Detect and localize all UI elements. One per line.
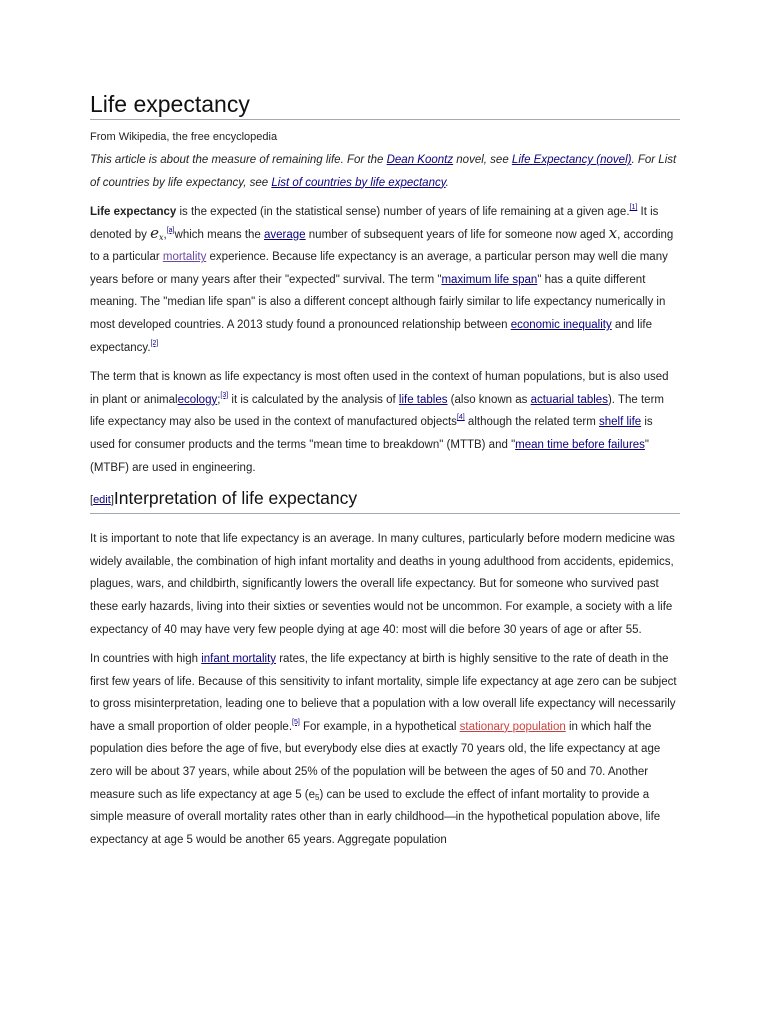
page-title: Life expectancy [90,90,680,120]
paragraph-text: although the related term [464,416,599,429]
subscript-5: 5 [315,792,320,802]
paragraph-text: is used for consumer products and the terms "mean time to breakdown" (MTTB) and " [90,416,653,451]
hatnote [90,149,680,194]
reference-3[interactable]: [3] [220,391,229,399]
paragraph-text: , according to a particular [90,228,674,264]
paragraph-text: rates, the life expectancy at birth is highly sensitive to the rate of death in the first few years of life. Because of this sensitivity to infant mortality, simple life expectancy at age zero can be subject to gross misinterpretation, leading one to believe that a population with a low overall life expectancy will necessarily have a small proportion of older people. [90,653,677,733]
paragraph-text: which means the [174,228,265,241]
reference-2[interactable]: [2] [150,339,159,347]
hatnote-text: . For List of countries by life expectancy, see [90,154,677,189]
paragraph-text: number of subsequent years of life for someone now aged [305,228,609,241]
paragraph-text: In countries with high [90,653,202,666]
reference-5[interactable]: [5] [292,718,300,726]
paragraph-infant-mortality [90,648,680,851]
paragraph-text: and life expectancy. [90,318,652,354]
link-dean-koontz[interactable]: Dean Koontz [386,154,454,166]
note-a[interactable]: [a] [166,226,175,234]
paragraph-text: experience. Because life expectancy is an average, a particular person may well die many years before or many years after their "expected" survival. The term " [90,251,668,286]
bold-term: Life expectancy [90,206,177,218]
paragraph-text: , [163,228,167,241]
link-stationary-population[interactable]: stationary population [459,720,566,733]
reference-1[interactable]: [1] [629,204,638,211]
link-life-expectancy-novel[interactable]: Life Expectancy (novel) [511,154,632,166]
paragraph-intro [90,201,680,359]
section-heading: [edit]Interpretation of life expectancy [90,487,680,514]
paragraph-text: For example, in a hypothetical [299,720,460,733]
paragraph-text: The term that is known as life expectancy is most often used in the context of human populations, but is also used in plant or animal [90,371,669,406]
paragraph-text: ) can be used to exclude the effect of infant mortality to provide a simple measure of overall mortality rates other than in early childhood—in the hypothetical population above, life expectancy at age 5 would be another 65 years. Aggregate population [90,788,661,846]
link-economic-inequality[interactable]: economic inequality [510,318,612,331]
paragraph-text: (also known as [447,393,531,406]
reference-4[interactable]: [4] [456,414,465,422]
hatnote-text: . [445,176,449,189]
link-life-tables[interactable]: life tables [398,393,448,406]
paragraph-text: it is calculated by the analysis of [228,393,399,406]
paragraph-text: ; [217,393,221,406]
paragraph-text: It is denoted by [90,206,659,241]
link-average[interactable]: average [264,228,306,241]
section-title: Interpretation of life expectancy [113,488,358,509]
link-mortality[interactable]: mortality [162,251,207,264]
site-subtitle: From Wikipedia, the free encyclopedia [90,131,278,143]
paragraph-text: " has a quite different meaning. The "median life span" is also a different concept although fairly similar to life expectancy numerically in most developed countries. A 2013 study found a pronounced relationship between [90,273,666,331]
math-e-x: $e_x$ [150,223,164,242]
math-x: x [608,223,618,242]
link-ecology[interactable]: ecology [177,393,218,406]
link-actuarial-tables[interactable]: actuarial tables [530,393,608,406]
paragraph-interpretation: It is important to note that life expectancy is an average. In many cultures, particularly before modern medicine was widely available, the combination of high infant mortality and deaths in young adulthood from accidents, epidemics, plagues, wars, and childbirth, significantly lowers the overall life expectancy. But for someone who survived past these early hazards, living into their sixties or seventies would not be uncommon. For example, a society with a life expectancy of 40 may have very few people dying at age 40: most will die before 30 years of age or after 55. [90,533,675,636]
link-infant-mortality[interactable]: infant mortality [201,653,277,666]
link-maximum-life-span[interactable]: maximum life span [441,273,538,286]
paragraph-text: in which half the population dies before the age of five, but everybody else dies at exactly 70 years old, the life expectancy at age zero will be about 37 years, while about 25% of the population will be between the ages of 50 and 70. Another measure such as life expectancy at age 5 (e [90,720,661,801]
hatnote-text: novel, see [453,154,512,166]
hatnote-text: This article is about the measure of remaining life. For the [90,154,387,166]
paragraph-text: " (MTBF) are used in engineering. [90,438,650,474]
paragraph-text: ). The term life expectancy may also be used in the context of manufactured objects [90,393,664,429]
paragraph-usage [90,366,680,479]
link-mean-time-before-failures[interactable]: mean time before failures [515,438,645,451]
paragraph-text: is the expected (in the statistical sense) number of years of life remaining at a given age. [176,206,630,218]
link-list-of-countries[interactable]: List of countries by life expectancy [271,176,446,189]
link-shelf-life[interactable]: shelf life [598,416,642,429]
article-content [90,90,680,851]
edit-section-link[interactable]: edit [93,494,111,507]
